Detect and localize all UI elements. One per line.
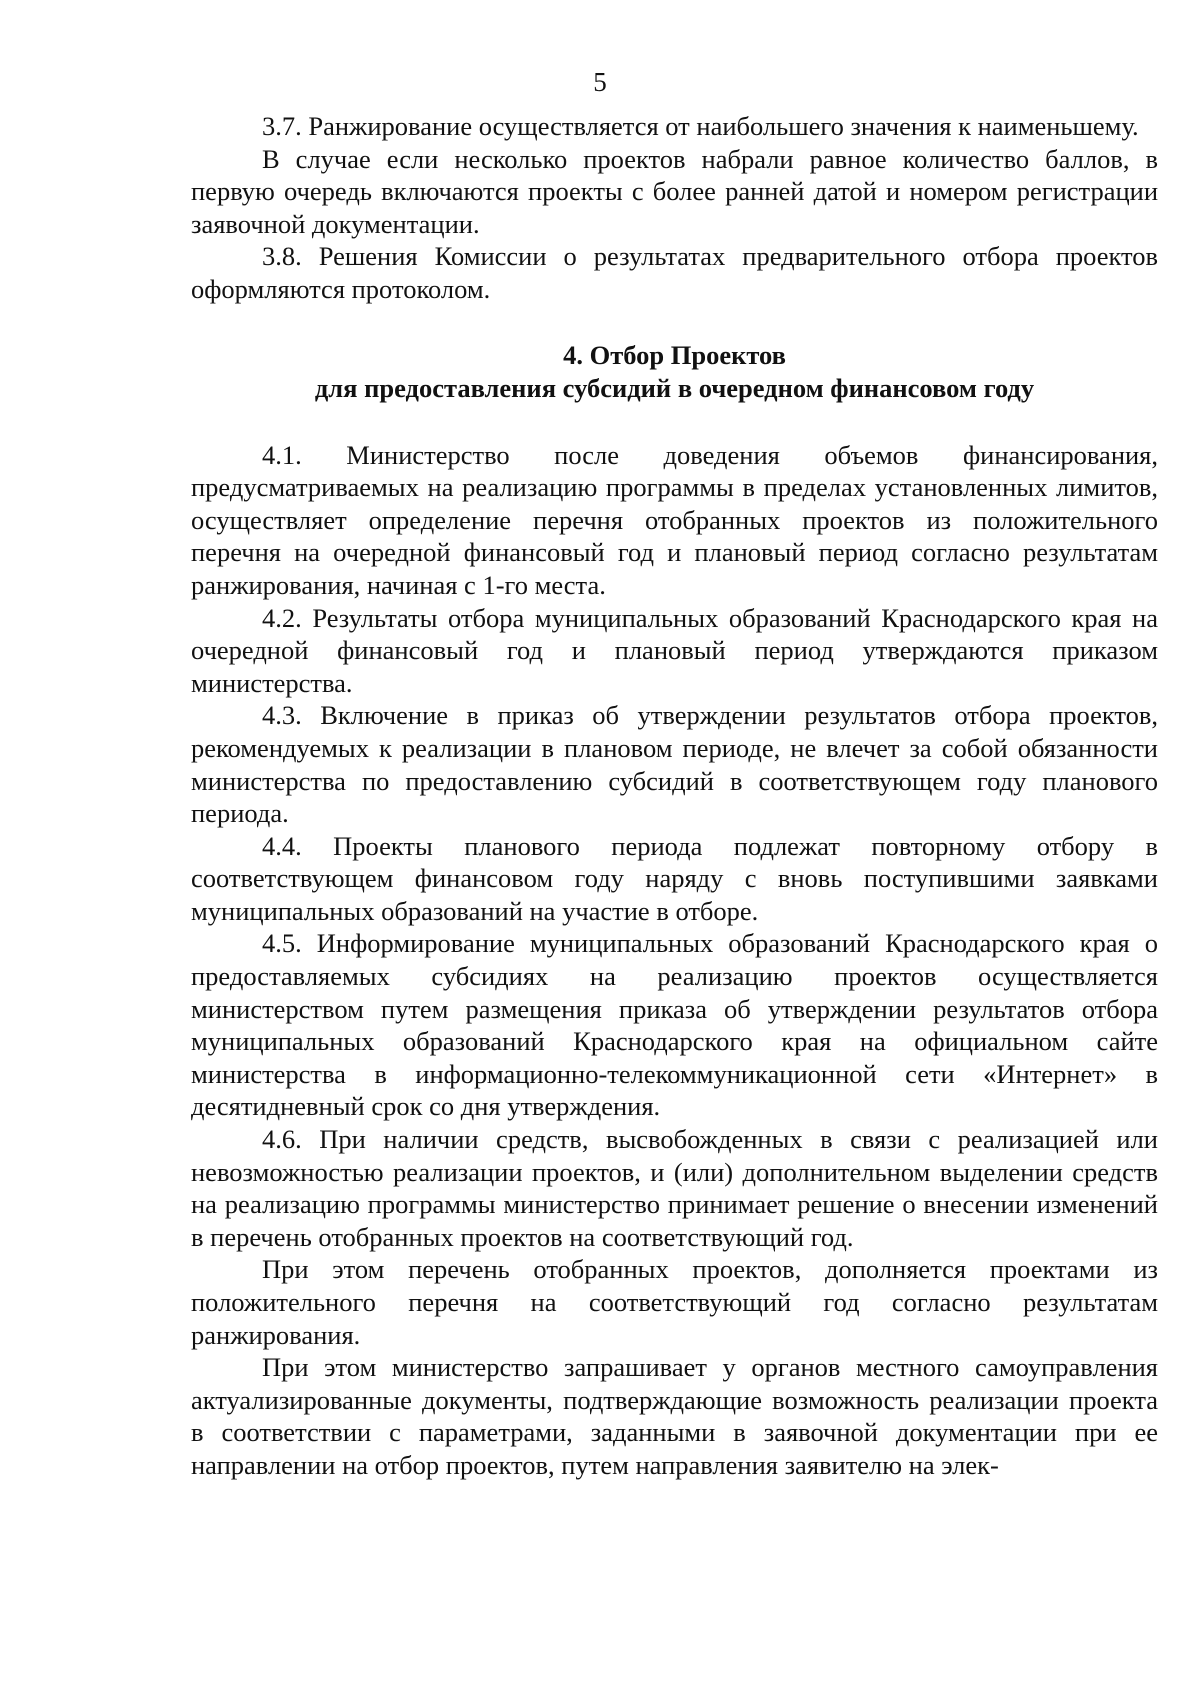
section-4-heading <box>191 339 1158 405</box>
paragraph-4-4: 4.4. Проекты планового периода подлежат повторному отбору в соответствующем финансовом году наряду с вновь поступившими заявками муниципальных образований на участие в отборе. <box>191 830 1158 926</box>
paragraph-4-6-addition: При этом перечень отобранных проектов, дополняется проектами из положительного перечня на соответствующий год согласно результатам ранжирования. <box>191 1254 1158 1350</box>
paragraph-4-6-request: При этом министерство запрашивает у органов местного самоуправления актуализированные документы, подтверждающие возможность реализации проекта в соответствии с параметрами, заданными в заявочной документации при ее направлении на отбор проектов, путем направления заявителю на элек- <box>191 1352 1158 1480</box>
paragraph-3-7-note: В случае если несколько проектов набрали равное количество баллов, в первую очередь включаются проекты с более ранней датой и номером регистрации заявочной документации. <box>191 143 1158 239</box>
document-body <box>191 110 1158 1482</box>
paragraph-4-5: 4.5. Информирование муниципальных образований Краснодарского края о предоставляемых субсидиях на реализацию проектов осуществляется министерством путем размещения приказа об утверждении результатов отбора муниципальных образований Краснодарского края на официальном сайте министерства в информационно-телекоммуникационной сети «Интернет» в десятидневный срок со дня утверждения. <box>191 928 1158 1122</box>
paragraph-4-2: 4.2. Результаты отбора муниципальных образований Краснодарского края на очередной финансовый год и плановый период утверждаются приказом министерства. <box>191 602 1158 698</box>
paragraph-3-8: 3.8. Решения Комиссии о результатах предварительного отбора проектов оформляются протоколом. <box>191 241 1158 304</box>
paragraph-4-3: 4.3. Включение в приказ об утверждении результатов отбора проектов, рекомендуемых к реализации в плановом периоде, не влечет за собой обязанности министерства по предоставлению субсидий в соответствующем году планового периода. <box>191 700 1158 829</box>
page-number: 5 <box>593 67 607 97</box>
paragraph-4-6: 4.6. При наличии средств, высвобожденных в связи с реализацией или невозможностью реализации проектов, и (или) дополнительном выделении средств на реализацию программы министерство принимает решение о внесении изменений в перечень отобранных проектов на соответствующий год. <box>191 1124 1158 1252</box>
paragraph-4-1: 4.1. Министерство после доведения объемов финансирования, предусматриваемых на реализацию программы в пределах установленных лимитов, осуществляет определение перечня отобранных проектов из положительного перечня на очередной финансовый год и плановый период согласно результатам ранжирования, начиная с 1-го места. <box>191 439 1158 600</box>
section-4-title: 4. Отбор Проектов <box>563 339 786 370</box>
paragraph-3-7: 3.7. Ранжирование осуществляется от наибольшего значения к наименьшему. <box>262 111 1139 141</box>
section-4-subtitle: для предоставления субсидий в очередном финансовом году <box>314 372 1035 403</box>
